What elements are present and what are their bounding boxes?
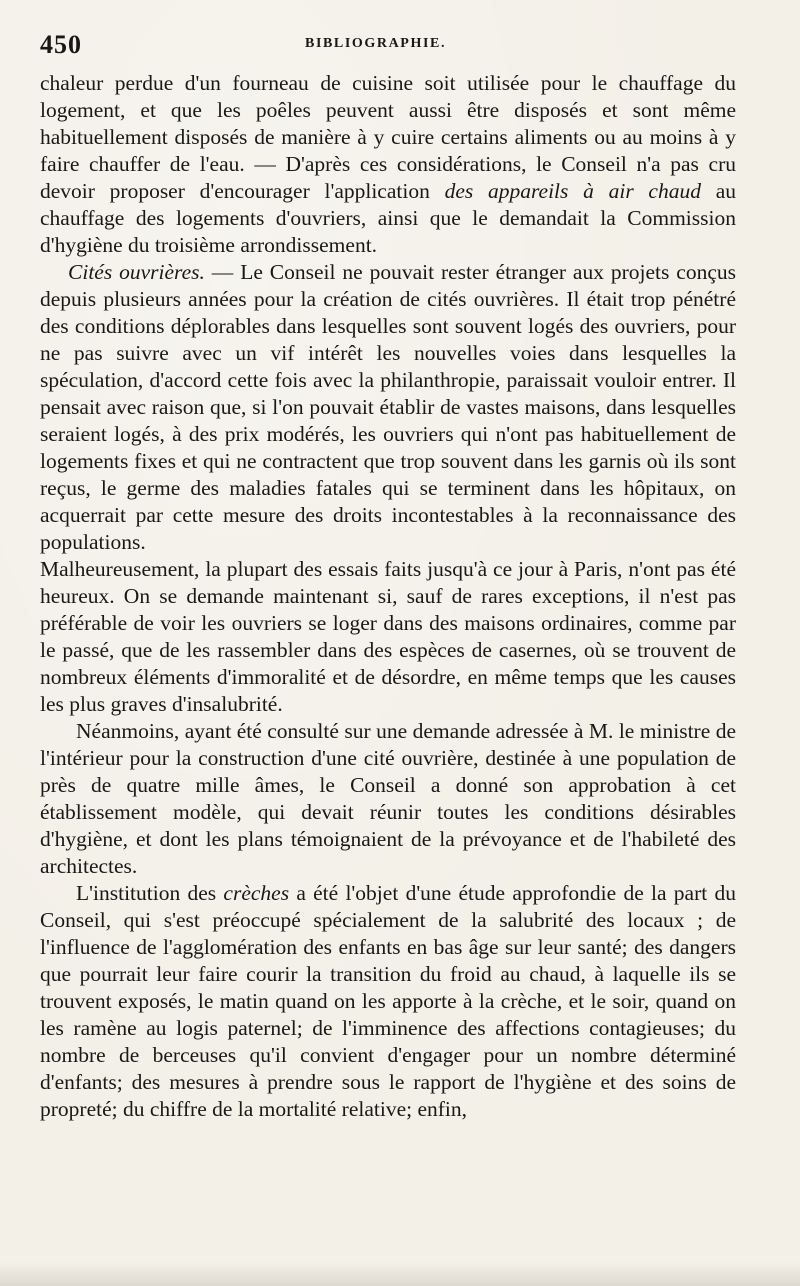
page-header xyxy=(40,18,736,70)
italic-run: crèches xyxy=(223,881,290,905)
italic-run: des appareils à air chaud xyxy=(444,179,701,203)
text-run: Malheureusement, la plupart des essais faits jusqu'à ce jour à Paris, n'ont pas été heureux. On se demande maintenant si, sauf de rares exceptions, il n'est pas préférable de voir les ouvriers se loger dans des maisons ordinaires, comme par le passé, que de les rassembler dans des espèces de casernes, où se trouvent de nombreux éléments d'immoralité et de désordre, en même temps que les causes les plus graves d'insalubrité. xyxy=(40,557,736,716)
text-run: — Le Conseil ne pouvait rester étranger aux projets conçus depuis plusieurs années pour la création de cités ouvrières. Il était trop pénétré des conditions déplorables dans lesquelles sont souvent logés des ouvriers, pour ne pas suivre avec un vif intérêt les nouvelles voies dans lesquelles la spéculation, d'accord cette fois avec la philanthropie, paraissait vouloir entrer. Il pensait avec raison que, si l'on pouvait établir de vastes maisons, dans lesquelles seraient logés, à des prix modérés, les ouvriers qui n'ont pas habituellement de logements fixes et qui ne contractent que trop souvent dans les garnis où ils sont reçus, le germe des maladies fatales qui se terminent dans les hôpitaux, on acquerrait par cette mesure des droits incontestables à la reconnaissance des populations. xyxy=(40,260,736,554)
bleed-through-footer xyxy=(0,1262,800,1286)
paragraph-cites-ouvrieres xyxy=(40,259,736,556)
section-heading-italic: Cités ouvrières. xyxy=(68,260,205,284)
paragraph-heating xyxy=(40,70,736,259)
text-run: Néanmoins, ayant été consulté sur une demande adressée à M. le ministre de l'intérieur pour la construction d'une cité ouvrière, destinée à une population de près de quatre mille âmes, le Conseil a donné son approbation à cet établissement modèle, qui devait réunir toutes les conditions désirables d'hygiène, et dont les plans témoignaient de la prévoyance et de l'habileté des architectes. xyxy=(40,719,736,878)
body-text xyxy=(40,70,736,1123)
text-run: a été l'objet d'une étude approfondie de la part du Conseil, qui s'est préoccupé spécialement de la salubrité des locaux ; de l'influence de l'agglomération des enfants en bas âge sur leur santé; des dangers que pourrait leur faire courir la transition du froid au chaud, à laquelle ils se trouvent exposés, le matin quand on les apporte à la crèche, et le soir, quand on les ramène au logis paternel; de l'imminence des affections contagieuses; du nombre de berceuses qu'il convient d'engager pour un nombre déterminé d'enfants; des mesures à prendre sous le rapport de l'hygiène et des soins de propreté; du chiffre de la mortalité relative; enfin, xyxy=(40,881,736,1121)
text-run: au chauffage des logements d'ouvriers, ainsi que le demandait la Commission d'hygiène du troisième arrondissement. xyxy=(40,179,737,257)
paragraph-malheureusement xyxy=(40,556,736,718)
page-number: 450 xyxy=(40,30,82,59)
running-head: BIBLIOGRAPHIE. xyxy=(305,36,447,51)
paragraph-neanmoins xyxy=(40,718,736,880)
paragraph-creches xyxy=(40,880,736,1123)
text-run: L'institution des xyxy=(76,881,224,905)
text-run: chaleur perdue d'un fourneau de cuisine soit utilisée pour le chauffage du logement, et que les poêles peuvent aussi être disposés et sont même habituellement disposés de manière à y cuire certains aliments ou au moins à y faire chauffer de l'eau. — D'après ces considérations, le Conseil n'a pas cru devoir proposer d'encourager l'application xyxy=(40,71,736,203)
